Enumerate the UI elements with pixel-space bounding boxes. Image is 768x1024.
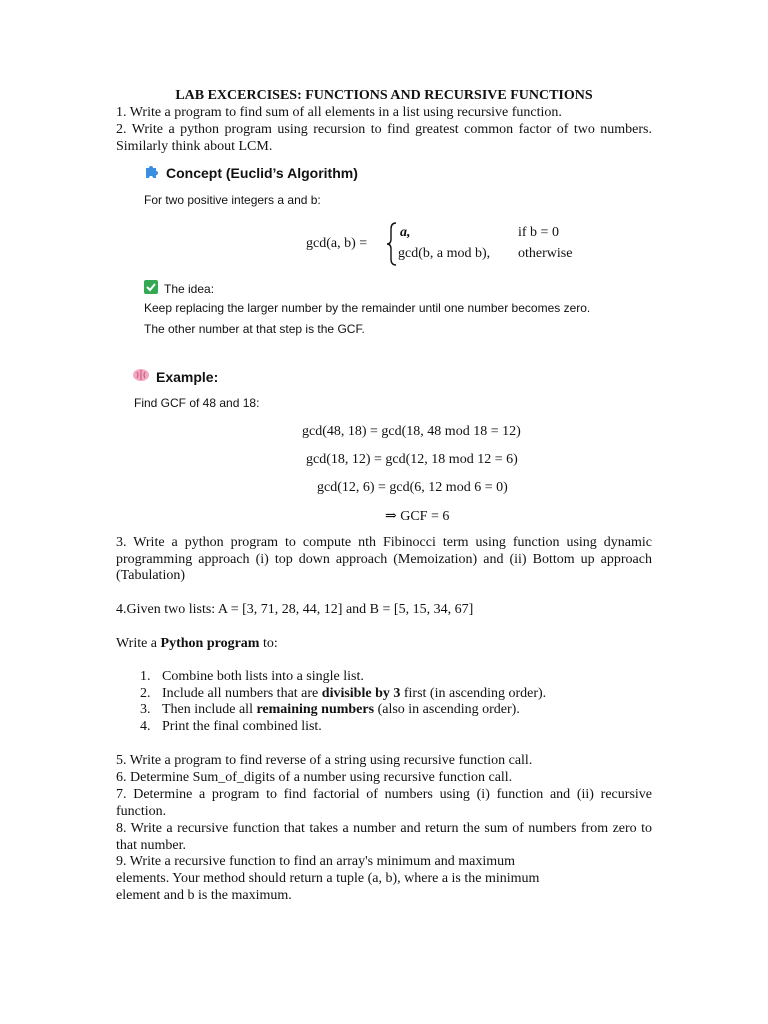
brace-icon [386,221,398,267]
question-5: 5. Write a program to find reverse of a string using recursive function call. [116,753,533,768]
page-title: LAB EXCERCISES: FUNCTIONS AND RECURSIVE FUNCTIONS [175,88,593,103]
brain-icon [132,368,150,385]
question-3: 3. Write a python program to compute nth Fibinocci term using function using dynamic programming approach (i) top down approach (Memoization) and (ii) Bottom up approach (Tabulation) [116,535,652,583]
example-line-2: gcd(18, 12) = gcd(12, 18 mod 12 = 6) [306,452,518,467]
question-8: 8. Write a recursive function that takes a number and return the sum of numbers from zero to that number. [116,821,652,853]
formula-lhs: gcd(a, b) = [306,236,368,251]
example-heading-text: Example: [156,368,219,385]
idea-line-1: Keep replacing the larger number by the remainder until one number becomes zero. [144,301,591,315]
example-line-3: gcd(12, 6) = gcd(6, 12 mod 6 = 0) [317,480,508,495]
list-item: 2. Include all numbers that are divisible by 3 first (in ascending order). [140,685,547,701]
formula-case1-expr: a, [400,225,411,240]
formula-case1-condition: if b = 0 [518,225,559,240]
idea-line-2: The other number at that step is the GCF. [144,322,365,336]
list-item: 4. Print the final combined list. [140,718,322,734]
question-7: 7. Determine a program to find factorial of numbers using (i) function and (ii) recursive function. [116,787,652,819]
formula-case2-expr: gcd(b, a mod b), [398,246,491,261]
idea-heading [144,280,214,297]
question-4-write: Write a Python program to: [116,636,278,651]
formula-case2-condition: otherwise [518,246,573,261]
question-6: 6. Determine Sum_of_digits of a number using recursive function call. [116,770,513,785]
question-9-line-3: element and b is the maximum. [116,888,292,903]
example-line-1: gcd(48, 18) = gcd(18, 48 mod 18 = 12) [302,424,521,439]
list-item: 1. Combine both lists into a single list. [140,669,364,684]
question-4-steps [140,669,546,735]
idea-label: The idea: [164,281,215,296]
question-9-line-1: 9. Write a recursive function to find an array's minimum and maximum [116,854,516,869]
puzzle-icon [144,163,160,182]
check-icon [144,280,158,297]
concept-heading-text: Concept (Euclid’s Algorithm) [166,164,358,181]
list-item: 3. Then include all remaining numbers (also in ascending order). [140,702,520,717]
question-2: 2. Write a python program using recursion to find greatest common factor of two numbers. Similarly think about LCM. [116,122,652,154]
example-heading [132,368,218,385]
question-4-given: 4.Given two lists: A = [3, 71, 28, 44, 12] and B = [5, 15, 34, 67] [116,602,474,617]
example-line-4: ⇒ GCF = 6 [385,509,450,524]
question-1: 1. Write a program to find sum of all elements in a list using recursive function. [116,105,562,120]
concept-intro: For two positive integers a and b: [144,193,321,207]
question-9-line-2: elements. Your method should return a tuple (a, b), where a is the minimum [116,871,540,886]
example-intro: Find GCF of 48 and 18: [134,396,260,410]
concept-heading [144,163,358,182]
